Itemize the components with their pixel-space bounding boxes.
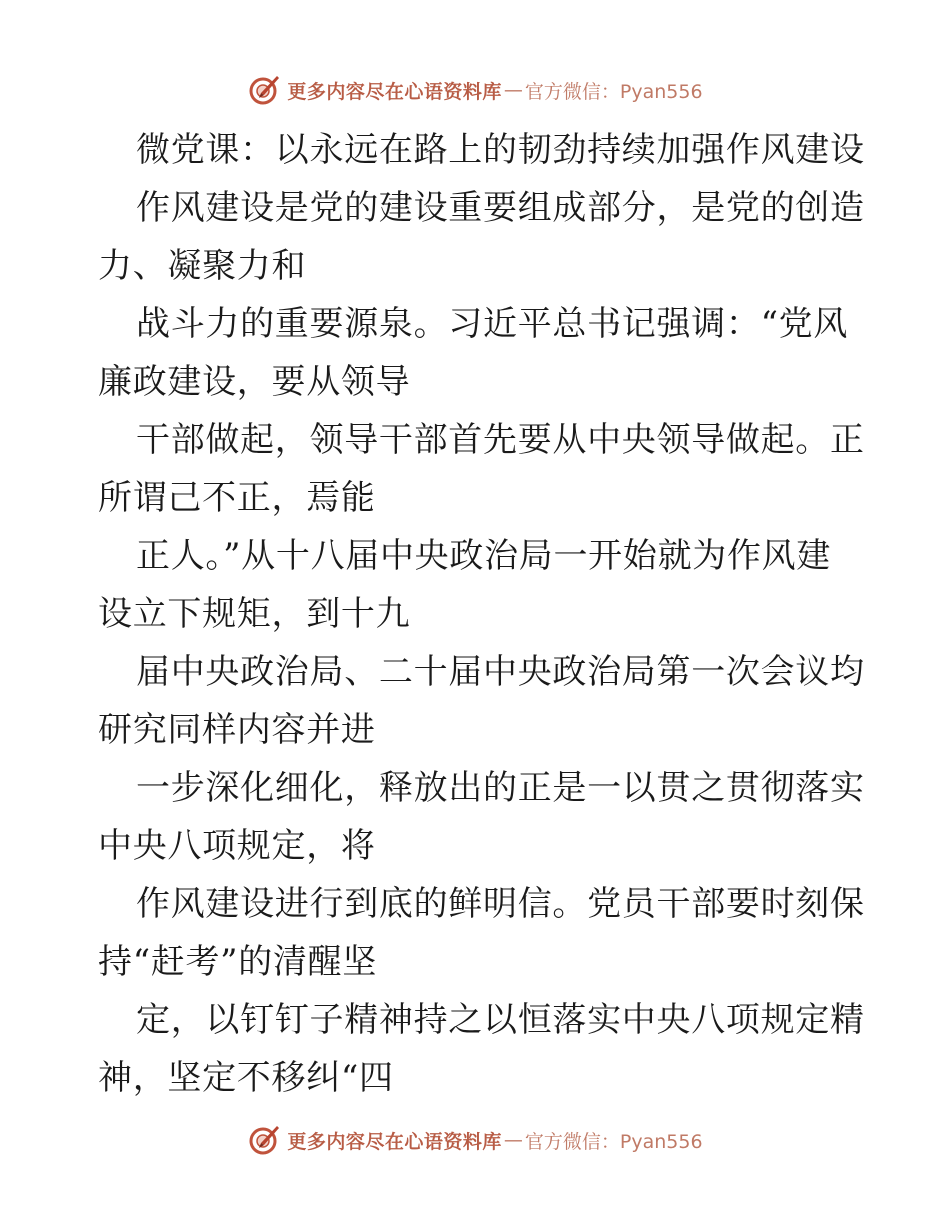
body-text-line: 力、凝聚力和 (98, 246, 307, 286)
watermark-dash: — (503, 1129, 523, 1151)
body-text-line: 战斗力的重要源泉。习近平总书记强调：“党风 (136, 304, 849, 344)
watermark-wechat: 官方微信：Pyan556 (524, 80, 703, 103)
body-text-line: 所谓己不正，焉能 (98, 478, 376, 518)
body-text-line: 设立下规矩，到十九 (98, 594, 411, 634)
document-title-line: 微党课：以永远在路上的韧劲持续加强作风建设 (136, 130, 865, 170)
quill-logo-icon (247, 73, 281, 107)
body-text-line: 定，以钉钉子精神持之以恒落实中央八项规定精 (136, 1000, 865, 1040)
footer-watermark (0, 1120, 950, 1160)
body-text-line: 廉政建设，要从领导 (98, 362, 411, 402)
body-text-line: 神，坚定不移纠“四 (98, 1058, 394, 1098)
watermark-dash: — (503, 79, 523, 101)
body-text-line: 研究同样内容并进 (98, 710, 376, 750)
body-text-line: 届中央政治局、二十届中央政治局第一次会议均 (136, 652, 865, 692)
watermark-wechat: 官方微信：Pyan556 (524, 1130, 703, 1153)
document-body (98, 121, 865, 1107)
watermark-title: 更多内容尽在心语资料库 (287, 80, 502, 103)
body-text-line: 持“赶考”的清醒坚 (98, 942, 378, 982)
body-text-line: 正人。”从十八届中央政治局一开始就为作风建 (136, 536, 832, 576)
header-watermark (0, 70, 950, 110)
body-text-line: 干部做起，领导干部首先要从中央领导做起。正 (136, 420, 865, 460)
watermark-title: 更多内容尽在心语资料库 (287, 1130, 502, 1153)
body-text-line: 一步深化细化，释放出的正是一以贯之贯彻落实 (136, 768, 865, 808)
body-text-line: 作风建设进行到底的鲜明信。党员干部要时刻保 (136, 884, 865, 924)
body-text-line: 中央八项规定，将 (98, 826, 376, 866)
quill-logo-icon (247, 1123, 281, 1157)
body-text-line: 作风建设是党的建设重要组成部分，是党的创造 (136, 188, 865, 228)
